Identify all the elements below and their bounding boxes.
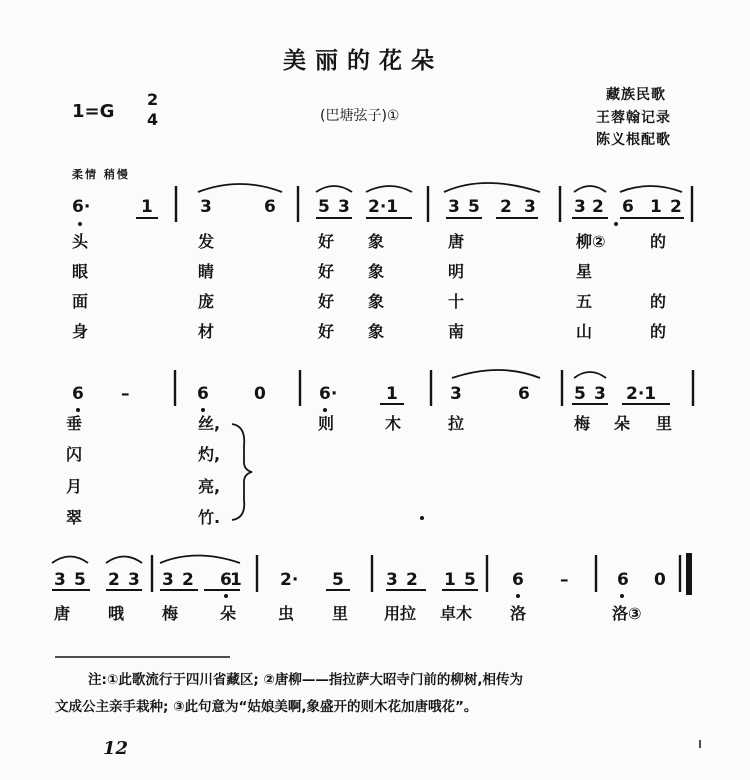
note: – (560, 570, 569, 590)
lyric: 好 (318, 322, 335, 341)
footnote-line-2: 文成公主亲手栽种; ③此句意为“姑娘美啊,象盛开的则木花加唐哦花”。 (55, 699, 478, 715)
lyric: 里 (332, 604, 349, 623)
note: 6 (617, 570, 629, 590)
note: 2 (670, 197, 682, 217)
lyric: 洛 (510, 604, 527, 623)
note: 6 (220, 570, 232, 590)
lyric: 发 (198, 232, 215, 251)
lyric: 柳② (576, 232, 606, 251)
note: 2 (108, 570, 120, 590)
lyric: 南 (448, 322, 465, 341)
note: 6 (518, 384, 530, 404)
lyric: 闪 (66, 445, 83, 464)
lyric: 山 (576, 322, 593, 341)
note: 3 (128, 570, 140, 590)
lyric: 用拉 (384, 604, 417, 623)
note: – (121, 384, 130, 404)
note: 6 (512, 570, 524, 590)
lyric: 明 (448, 262, 465, 281)
note: 6 (197, 384, 209, 404)
note: 5 (318, 197, 330, 217)
lyric: 哦 (108, 604, 125, 623)
note: 5 (74, 570, 86, 590)
note: 5 (574, 384, 586, 404)
lyric: 竹. (198, 508, 221, 527)
note: 1 (444, 570, 456, 590)
lyric: 的 (650, 292, 667, 311)
lyric: 星 (576, 262, 593, 281)
lyric: 的 (650, 232, 667, 251)
note: 1 (650, 197, 662, 217)
footnote-line-1: 注:①此歌流行于四川省藏区; ②唐柳——指拉萨大昭寺门前的柳树,相传为 (88, 672, 523, 688)
lyric: 唐 (54, 604, 71, 623)
note: 0 (254, 384, 266, 404)
lyric: 虫 (278, 604, 295, 623)
lyric: 木 (385, 414, 402, 433)
lyric: 梅 (162, 604, 179, 623)
lyric: 则 (318, 414, 335, 433)
lyric: 象 (368, 292, 385, 311)
lyric: 丝, (198, 414, 221, 433)
credit-recorder: 王蓉翰记录 (596, 110, 671, 126)
note: 1 (230, 570, 242, 590)
lyric: 面 (72, 292, 89, 311)
lyric: 睛 (198, 262, 215, 281)
note: 2 (182, 570, 194, 590)
note: 3 (574, 197, 586, 217)
lyric: 月 (66, 477, 83, 496)
note: 6· (72, 197, 91, 217)
lyric: 象 (368, 322, 385, 341)
note: 6 (264, 197, 276, 217)
time-signature-top: 2 (147, 90, 159, 109)
lyric: 身 (72, 322, 89, 341)
lyric: 垂 (66, 414, 83, 433)
note: 0 (654, 570, 666, 590)
tempo-marking: 柔情 稍慢 (72, 168, 130, 181)
lyric: 头 (72, 232, 89, 251)
song-title: 美丽的花朵 (283, 48, 443, 74)
lyric: 洛③ (612, 604, 642, 623)
lyric: 拉 (448, 414, 465, 433)
note: 3 (386, 570, 398, 590)
credit-origin: 藏族民歌 (606, 87, 666, 103)
note: 2·1 (368, 197, 399, 217)
lyric: 象 (368, 232, 385, 251)
lyric: 的 (650, 322, 667, 341)
note: 1 (141, 197, 153, 217)
note: 3 (524, 197, 536, 217)
lyric: 翠 (66, 508, 83, 527)
time-signature-bottom: 4 (147, 110, 159, 129)
note: 5 (332, 570, 344, 590)
lyric: 材 (198, 322, 215, 341)
lyric: 亮, (198, 477, 221, 496)
note: 2· (280, 570, 299, 590)
note: 3 (162, 570, 174, 590)
lyric: 唐 (448, 232, 465, 251)
note: 6 (72, 384, 84, 404)
lyric: 朵 (614, 414, 631, 433)
lyric: 朵 (220, 604, 237, 623)
note: 2 (592, 197, 604, 217)
lyric: 里 (656, 414, 673, 433)
note: 5 (468, 197, 480, 217)
lyric: 灼, (198, 445, 221, 464)
note: 1 (386, 384, 398, 404)
note: 3 (338, 197, 350, 217)
lyric: 眼 (72, 262, 89, 281)
lyric: 梅 (574, 414, 591, 433)
note: 3 (54, 570, 66, 590)
note: 3 (200, 197, 212, 217)
note: 6· (319, 384, 338, 404)
note: 3 (448, 197, 460, 217)
lyric: 好 (318, 262, 335, 281)
lyric: 五 (576, 292, 593, 311)
lyric: 好 (318, 292, 335, 311)
credit-lyricist: 陈义根配歌 (596, 132, 671, 148)
note: 2 (406, 570, 418, 590)
lyric: 十 (448, 292, 465, 311)
note: 3 (450, 384, 462, 404)
subtitle: (巴塘弦子)① (320, 108, 400, 124)
lyric: 象 (368, 262, 385, 281)
key-signature: 1=G (72, 101, 115, 122)
note: 3 (594, 384, 606, 404)
note: 2 (500, 197, 512, 217)
lyric: 卓木 (440, 604, 473, 623)
lyric: 好 (318, 232, 335, 251)
lyric: 庞 (198, 292, 215, 311)
note: 5 (464, 570, 476, 590)
note: 6 (622, 197, 634, 217)
note: 2·1 (626, 384, 657, 404)
page-number: 12 (103, 738, 129, 759)
